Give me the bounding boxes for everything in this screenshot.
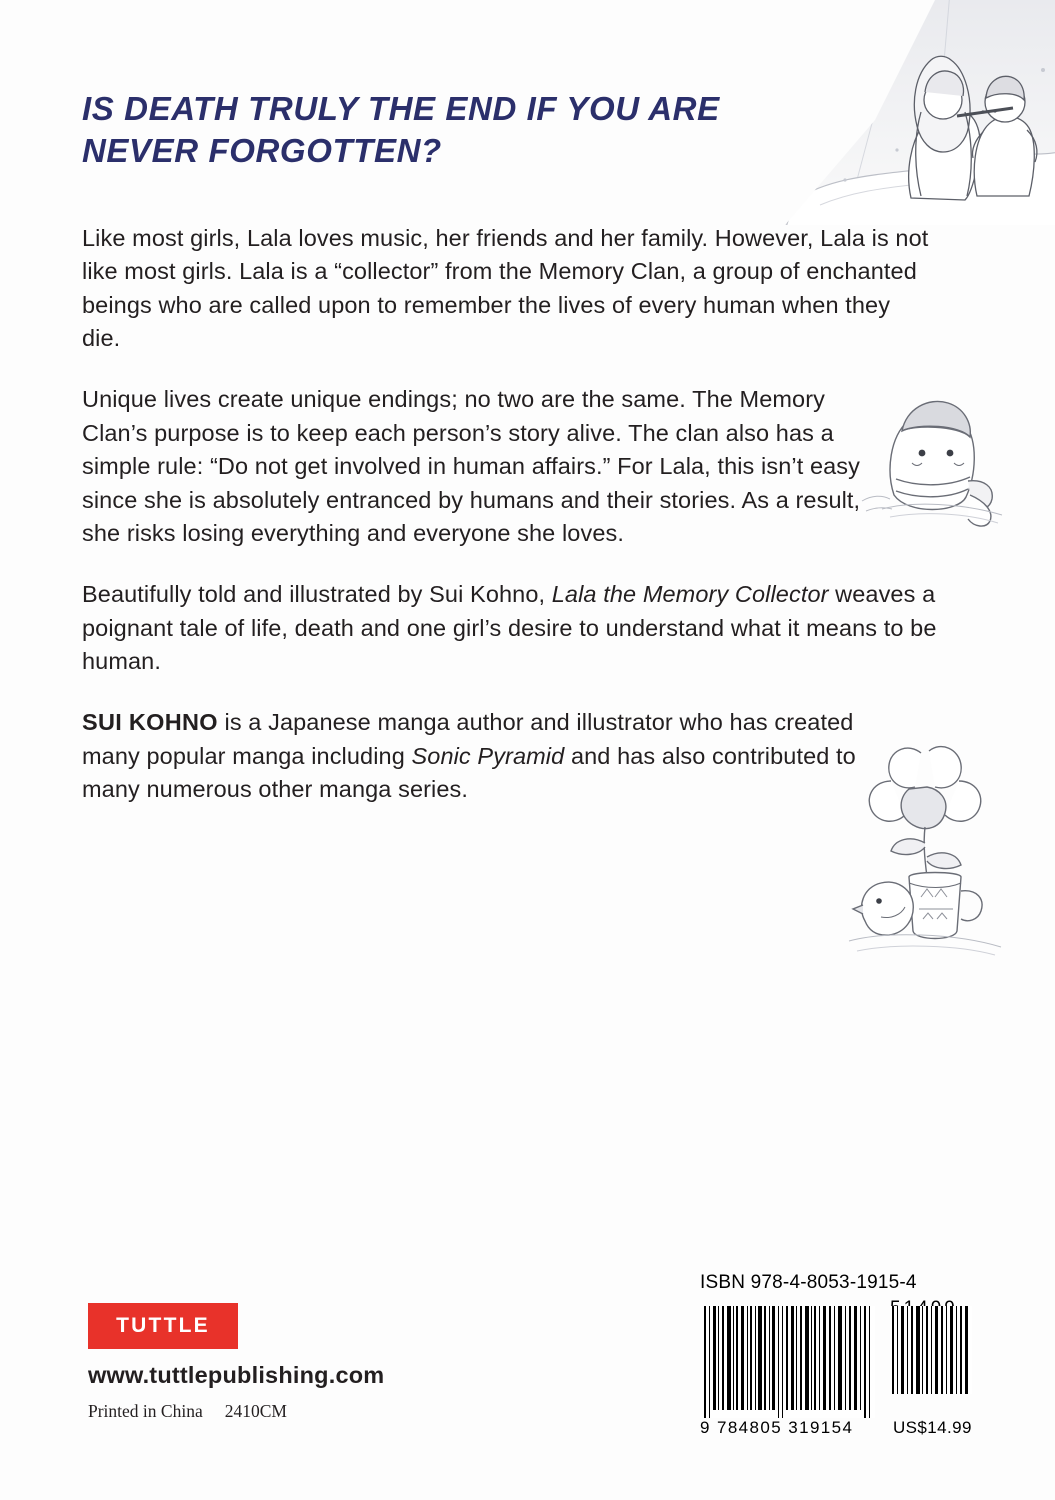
book-title-italic: Lala the Memory Collector [551, 581, 829, 608]
printing-info [88, 1401, 287, 1422]
blurb-p3-text-before: Beautifully told and illustrated by Sui Kohno, [82, 581, 552, 608]
chick-with-scarf-illustration [842, 375, 1017, 540]
headline: IS DEATH TRULY THE END IF YOU ARE NEVER FORGOTTEN? [82, 90, 720, 170]
ean5-addon-barcode [890, 1306, 972, 1394]
blurb-copy [82, 222, 942, 834]
blurb-p3-text-after: weaves a poignant tale of life, death and one girl’s desire to understand what it means to be human. [82, 581, 937, 674]
barcode-graphic [700, 1298, 985, 1437]
publisher-website: www.tuttlepublishing.com [88, 1362, 385, 1388]
author-bio-before: is a Japanese manga author and illustrator who has created many popular manga including [82, 709, 854, 769]
blurb-paragraph-3 [82, 578, 942, 678]
print-code: 2410CM [224, 1401, 287, 1421]
author-name: SUI KOHNO [82, 709, 218, 736]
author-bio-after: and has also contributed to many numerous other manga series. [82, 742, 856, 803]
ean13-barcode [700, 1306, 875, 1418]
flower-and-bird-pot-illustration [835, 735, 1015, 975]
blurb-paragraph-2: Unique lives create unique endings; no two are the same. The Memory Clan’s purpose is to keep each person’s story alive. The clan also has a simple rule: “Do not get involved in human affairs.” For Lala, this isn’t easy since she is absolutely entranced by humans and their stories. As a result, she risks losing everything and everyone she loves. [82, 386, 861, 546]
other-work-title-italic: Sonic Pyramid [411, 742, 565, 769]
barcode-price: US$14.99 [893, 1418, 972, 1437]
barcode-main-digits: 9 784805 319154 [700, 1418, 854, 1437]
isbn-label: ISBN 978-4-8053-1915-4 [700, 1272, 917, 1293]
tuttle-publisher-logo: TUTTLE [88, 1303, 238, 1349]
barcode-block [700, 1272, 985, 1437]
author-bio-paragraph [82, 706, 887, 806]
blurb-paragraph-1: Like most girls, Lala loves music, her friends and her family. However, Lala is not like most girls. Lala is a “collector” from the Memory Clan, a group of enchanted beings who are called upon to remember the lives of every human when they die. [82, 225, 929, 352]
printed-in-label: Printed in China [88, 1401, 203, 1421]
